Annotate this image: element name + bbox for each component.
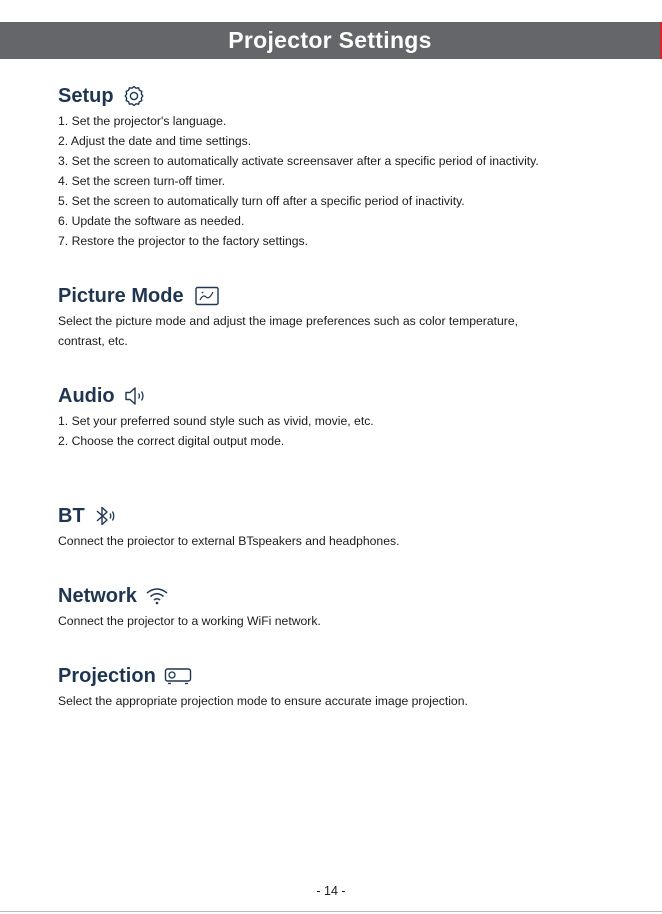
list-item: 4. Set the screen turn-off timer.	[58, 174, 226, 188]
section-bt	[58, 502, 648, 551]
section-audio	[58, 382, 648, 451]
paragraph-line: Select the appropriate projection mode to ensure accurate image projection.	[58, 694, 468, 708]
section-title-setup: Setup	[58, 84, 114, 107]
list-item: 6. Update the software as needed.	[58, 214, 245, 228]
speaker-icon	[123, 385, 149, 407]
section-projection	[58, 662, 648, 711]
section-title-network: Network	[58, 584, 137, 607]
page-header	[0, 22, 660, 59]
list-item: 5. Set the screen to automatically turn off after a specific period of inactivity.	[58, 194, 465, 208]
paragraph-line: Select the picture mode and adjust the image preferences such as color temperature,	[58, 314, 518, 328]
paragraph-line: contrast, etc.	[58, 334, 128, 348]
section-title-bt: BT	[58, 504, 85, 527]
list-item: 2. Choose the correct digital output mode.	[58, 434, 285, 448]
paragraph-line: Connect the projector to a working WiFi network.	[58, 614, 321, 628]
section-title-audio: Audio	[58, 384, 115, 407]
section-setup	[58, 82, 648, 251]
wifi-icon	[145, 586, 169, 606]
picture-mode-icon	[195, 286, 219, 306]
list-item: 1. Set the projector's language.	[58, 114, 227, 128]
projector-icon	[164, 666, 192, 686]
section-picture-mode	[58, 282, 648, 351]
section-title-projection: Projection	[58, 664, 156, 687]
page-title: Projector Settings	[228, 27, 432, 53]
list-item: 1. Set your preferred sound style such as vivid, movie, etc.	[58, 414, 374, 428]
bluetooth-icon	[93, 505, 119, 527]
list-item: 2. Adjust the date and time settings.	[58, 134, 252, 148]
section-network	[58, 582, 648, 631]
gear-icon	[122, 84, 146, 108]
section-title-picture-mode: Picture Mode	[58, 284, 184, 307]
page-number: - 14 -	[316, 884, 346, 898]
list-item: 7. Restore the projector to the factory settings.	[58, 234, 308, 248]
bottom-divider	[0, 911, 662, 912]
paragraph-line: Connect the proiector to external BTspeakers and headphones.	[58, 534, 400, 548]
list-item: 3. Set the screen to automatically activate screensaver after a specific period of inactivity.	[58, 154, 539, 168]
